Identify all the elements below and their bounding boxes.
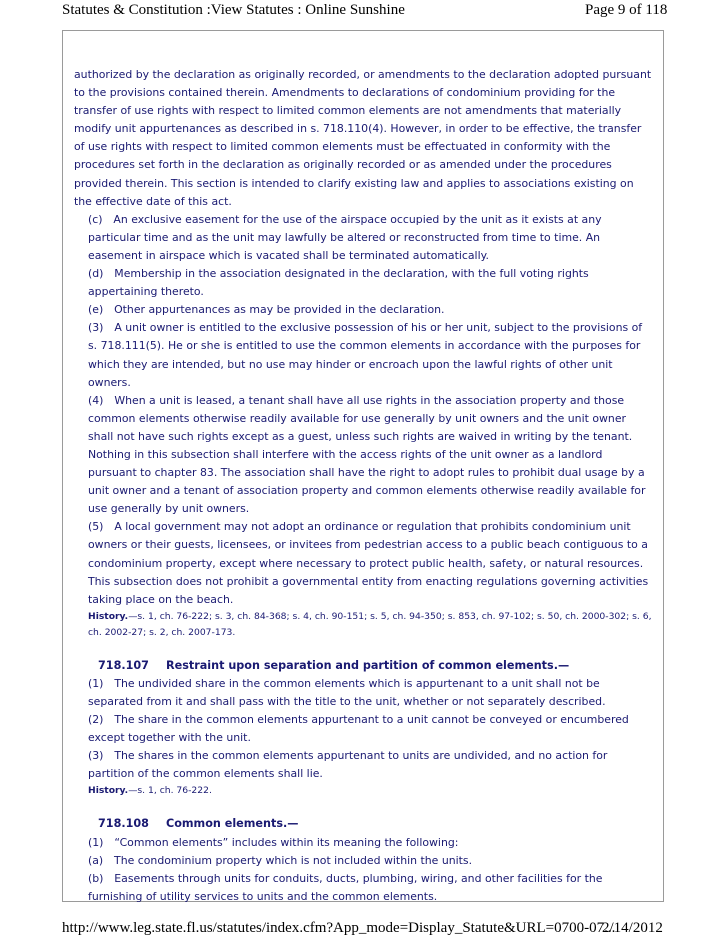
- history-note: [74, 609, 654, 641]
- subsection-1: (1) The undivided share in the common elements which is appurtenant to a unit shall not be separated from it and shall pass with the title to the unit, whether or not separately described.: [88, 676, 606, 708]
- statute-text: [74, 66, 654, 906]
- paragraph-d: (d) Membership in the association designated in the declaration, with the full voting rights appertaining thereto.: [88, 267, 589, 299]
- page-url: http://www.leg.state.fl.us/statutes/index.cfm?App_mode=Display_Statute&URL=0700-07...: [62, 920, 616, 936]
- section-heading-718-108: [74, 815, 654, 833]
- page-number: Page 9 of 118: [585, 2, 668, 18]
- history-note: [74, 783, 654, 799]
- paragraph-a: (a) The condominium property which is not included within the units.: [88, 853, 473, 867]
- subsection-2: (2) The share in the common elements appurtenant to a unit cannot be conveyed or encumbered except together with the unit.: [88, 713, 629, 745]
- history-label: History.: [88, 610, 129, 622]
- history-label: History.: [88, 785, 129, 797]
- section-title: Common elements.—: [166, 817, 299, 831]
- subsection-3: (3) The shares in the common elements appurtenant to units are undivided, and no action for partition of the common elements shall lie.: [88, 749, 608, 781]
- subsection-5: (5) A local government may not adopt an ordinance or regulation that prohibits condominium unit owners or their guests, licensees, or invitees from pedestrian access to a public beach contiguous to a condominium property, except where necessary to protect public health, safety, or natural resources. This subsection does not prohibit a governmental entity from enacting regulations governing activities taking place on the beach.: [88, 520, 649, 606]
- subsection-1: (1) “Common elements” includes within its meaning the following:: [88, 835, 459, 849]
- page-title: Statutes & Constitution :View Statutes : Online Sunshine: [62, 2, 405, 18]
- section-title: Restraint upon separation and partition of common elements.—: [166, 658, 570, 672]
- subsection-3: (3) A unit owner is entitled to the exclusive possession of his or her unit, subject to the provisions of s. 718.111(5). He or she is entitled to use the common elements in accordance with the purposes for which they are intended, but no use may hinder or encroach upon the lawful rights of other unit owners.: [88, 321, 643, 389]
- print-date: 2/14/2012: [602, 920, 663, 936]
- section-number: 718.108: [98, 817, 149, 831]
- print-footer: [62, 920, 728, 937]
- section-number: 718.107: [98, 658, 149, 672]
- paragraph-e: (e) Other appurtenances as may be provided in the declaration.: [88, 303, 445, 317]
- paragraph-b: (b) Easements through units for conduits, ducts, plumbing, wiring, and other facilities for the furnishing of utility services to units and the common elements.: [88, 871, 603, 903]
- paragraph-c: (c) An exclusive easement for the use of the airspace occupied by the unit as it exists at any particular time and as the unit may lawfully be altered or reconstructed from time to time. An easement in airspace which is vacated shall be terminated automatically.: [88, 212, 602, 262]
- section-heading-718-107: [74, 657, 654, 675]
- paragraph: authorized by the declaration as originally recorded, or amendments to the declaration adopted pursuant to the provisions contained therein. Amendments to declarations of condominium providing for the transfer of use rights with respect to limited common elements are not amendments that materially modify unit appurtenances as described in s. 718.110(4). However, in order to be effective, the transfer of use rights with respect to limited common elements must be effectuated in conformity with the procedures set forth in the declaration as originally recorded or as amended under the procedures provided therein. This section is intended to clarify existing law and applies to associations existing on the effective date of this act.: [74, 68, 652, 208]
- print-header: [0, 0, 728, 22]
- history-text: —s. 1, ch. 76-222.: [128, 785, 212, 797]
- subsection-4: (4) When a unit is leased, a tenant shall have all use rights in the association property and those common elements otherwise readily available for use generally by unit owners and the unit owner shall not have such rights except as a guest, unless such rights are waived in writing by the tenant. Nothing in this subsection shall interfere with the access rights of the unit owner as a landlord pursuant to chapter 83. The association shall have the right to adopt rules to prohibit dual usage by a unit owner and a tenant of association property and common elements otherwise readily available for use generally by unit owners.: [88, 393, 646, 516]
- history-text: —s. 1, ch. 76-222; s. 3, ch. 84-368; s. 4, ch. 90-151; s. 5, ch. 94-350; s. 853, ch. 97-102; s. 50, ch. 2000-302; s. 6, ch. 2002-27; s. 2, ch. 2007-173.: [88, 610, 652, 638]
